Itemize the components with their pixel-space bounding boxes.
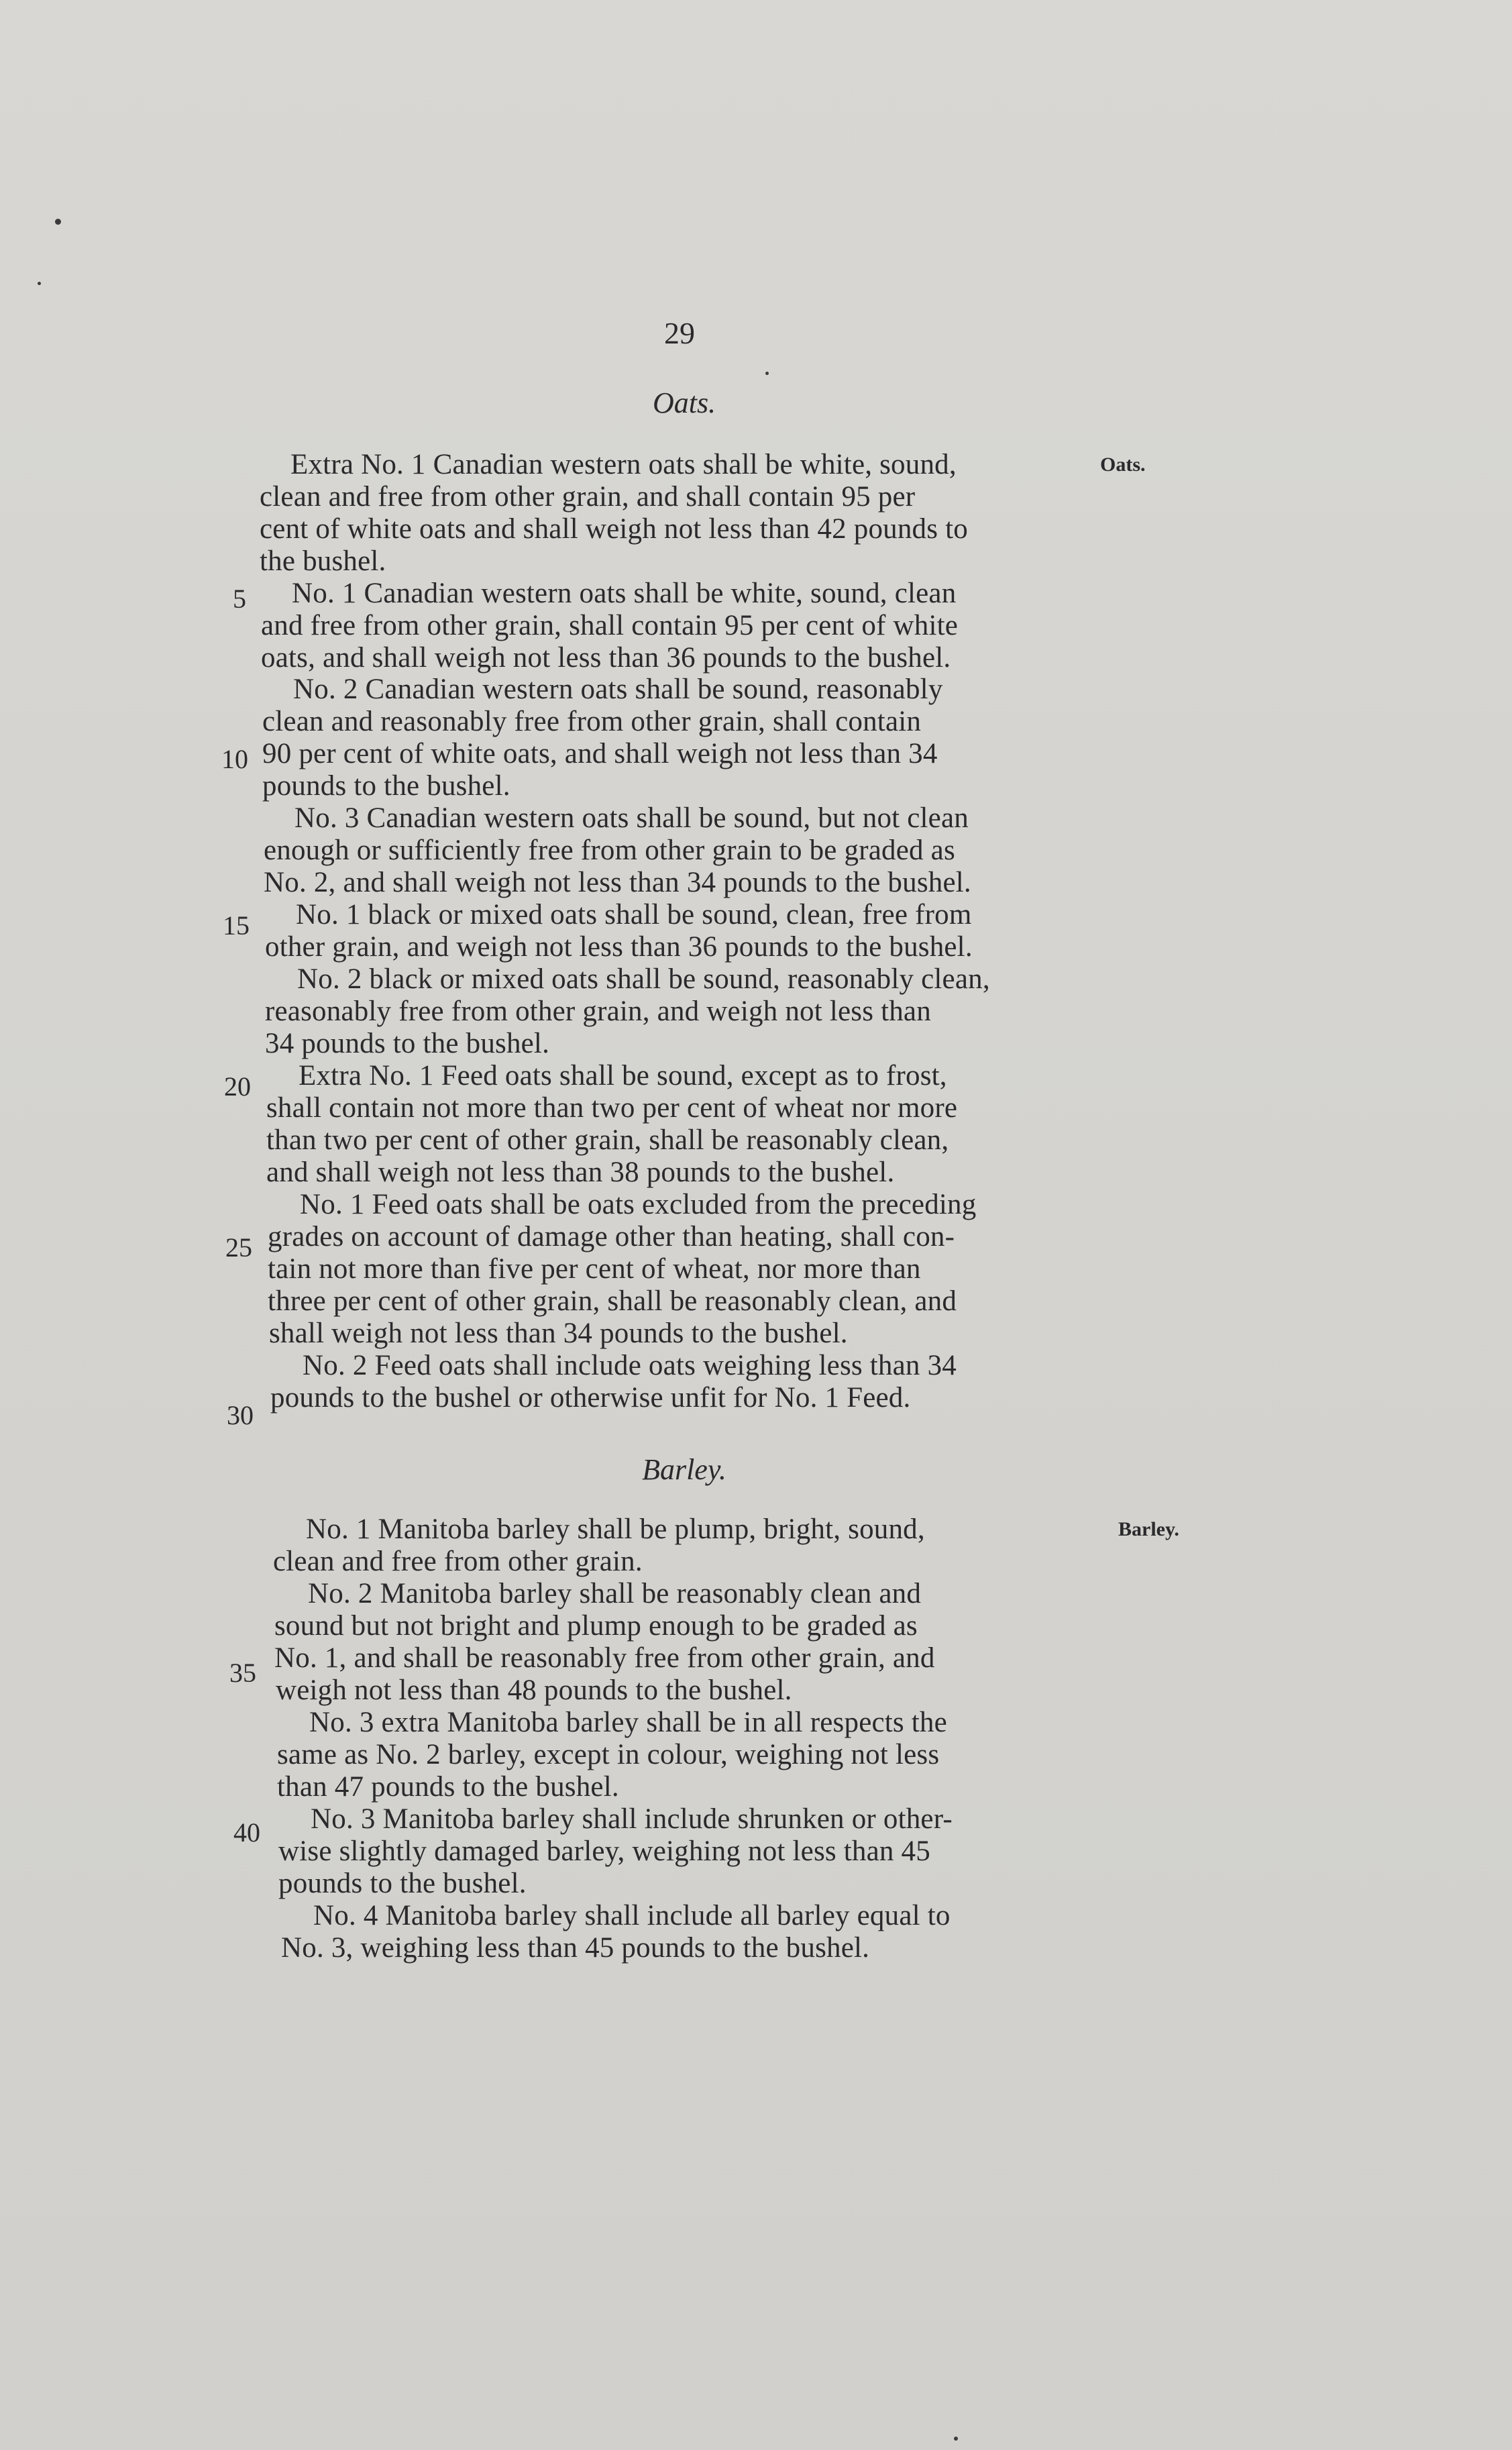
text-line: No. 3 extra Manitoba barley shall be in all respects the (309, 1707, 947, 1738)
text-line: tain not more than five per cent of wheat, nor more than (268, 1253, 921, 1285)
text-line: other grain, and weigh not less than 36 pounds to the bushel. (265, 931, 973, 963)
text-line: shall contain not more than two per cent of wheat nor more (266, 1092, 958, 1124)
text-line: grades on account of damage other than heating, shall con- (268, 1221, 955, 1253)
text-line: three per cent of other grain, shall be reasonably clean, and (268, 1285, 957, 1317)
section-heading-oats: Oats. (652, 386, 716, 419)
marginal-note-barley: Barley. (1118, 1518, 1179, 1540)
text-line: oats, and shall weigh not less than 36 pounds to the bushel. (261, 642, 951, 674)
line-number: 10 (221, 744, 248, 774)
line-number: 40 (233, 1817, 260, 1848)
text-line: pounds to the bushel. (278, 1868, 527, 1899)
text-line: clean and reasonably free from other grain, shall contain (262, 706, 922, 737)
text-line: No. 2, and shall weigh not less than 34 pounds to the bushel. (264, 867, 971, 898)
text-line: No. 3 Canadian western oats shall be sound, but not clean (294, 802, 969, 834)
text-line: No. 2 Canadian western oats shall be sound, reasonably (293, 674, 943, 705)
text-line: and free from other grain, shall contain 95 per cent of white (261, 610, 959, 641)
text-line: pounds to the bushel. (262, 770, 510, 802)
text-line: No. 1 black or mixed oats shall be sound, clean, free from (296, 899, 972, 930)
page-speck (55, 219, 61, 225)
page-speck (954, 2437, 958, 2441)
text-line: No. 2 black or mixed oats shall be sound, reasonably clean, (297, 963, 990, 995)
text-line: No. 3 Manitoba barley shall include shrunken or other- (311, 1803, 953, 1835)
line-number: 30 (227, 1400, 254, 1430)
page-number: 29 (664, 316, 695, 350)
marginal-note-oats: Oats. (1100, 454, 1146, 476)
text-line: enough or sufficiently free from other grain to be graded as (264, 835, 955, 866)
text-line: clean and free from other grain, and shall contain 95 per (260, 481, 916, 513)
line-number: 20 (224, 1071, 251, 1102)
page-speck (38, 282, 41, 285)
text-line: 34 pounds to the bushel. (265, 1028, 550, 1059)
line-number: 35 (229, 1658, 256, 1688)
text-line: wise slightly damaged barley, weighing not less than 45 (278, 1835, 930, 1867)
line-number: 5 (233, 584, 246, 614)
text-line: Extra No. 1 Feed oats shall be sound, except as to frost, (299, 1060, 947, 1091)
text-line: Extra No. 1 Canadian western oats shall be white, sound, (290, 449, 957, 480)
text-line: 90 per cent of white oats, and shall weigh not less than 34 (262, 738, 938, 769)
text-line: No. 1 Canadian western oats shall be white, sound, clean (292, 578, 957, 609)
text-line: shall weigh not less than 34 pounds to the bushel. (269, 1318, 848, 1349)
text-line: sound but not bright and plump enough to be graded as (274, 1610, 918, 1642)
text-line: reasonably free from other grain, and weigh not less than (265, 996, 931, 1027)
text-line: pounds to the bushel or otherwise unfit for No. 1 Feed. (270, 1382, 911, 1414)
text-line: than 47 pounds to the bushel. (277, 1771, 619, 1803)
text-line: No. 2 Feed oats shall include oats weighing less than 34 (303, 1350, 957, 1381)
text-line: No. 3, weighing less than 45 pounds to the bushel. (281, 1932, 870, 1964)
text-line: weigh not less than 48 pounds to the bushel. (276, 1674, 792, 1706)
text-line: No. 2 Manitoba barley shall be reasonably clean and (308, 1578, 922, 1609)
text-line: clean and free from other grain. (273, 1546, 643, 1577)
line-number: 15 (223, 910, 250, 941)
text-line: cent of white oats and shall weigh not less than 42 pounds to (260, 513, 968, 545)
text-line: No. 1 Manitoba barley shall be plump, bright, sound, (306, 1513, 925, 1545)
page-speck (765, 372, 769, 375)
line-number: 25 (225, 1232, 252, 1263)
text-line: same as No. 2 barley, except in colour, weighing not less (277, 1739, 940, 1770)
section-heading-barley: Barley. (642, 1453, 726, 1486)
text-line: the bushel. (260, 545, 386, 577)
text-line: No. 1 Feed oats shall be oats excluded from the preceding (300, 1189, 977, 1220)
text-line: and shall weigh not less than 38 pounds to the bushel. (266, 1157, 895, 1188)
text-line: No. 1, and shall be reasonably free from other grain, and (274, 1642, 935, 1674)
text-line: than two per cent of other grain, shall be reasonably clean, (266, 1124, 949, 1156)
text-line: No. 4 Manitoba barley shall include all barley equal to (313, 1900, 951, 1931)
